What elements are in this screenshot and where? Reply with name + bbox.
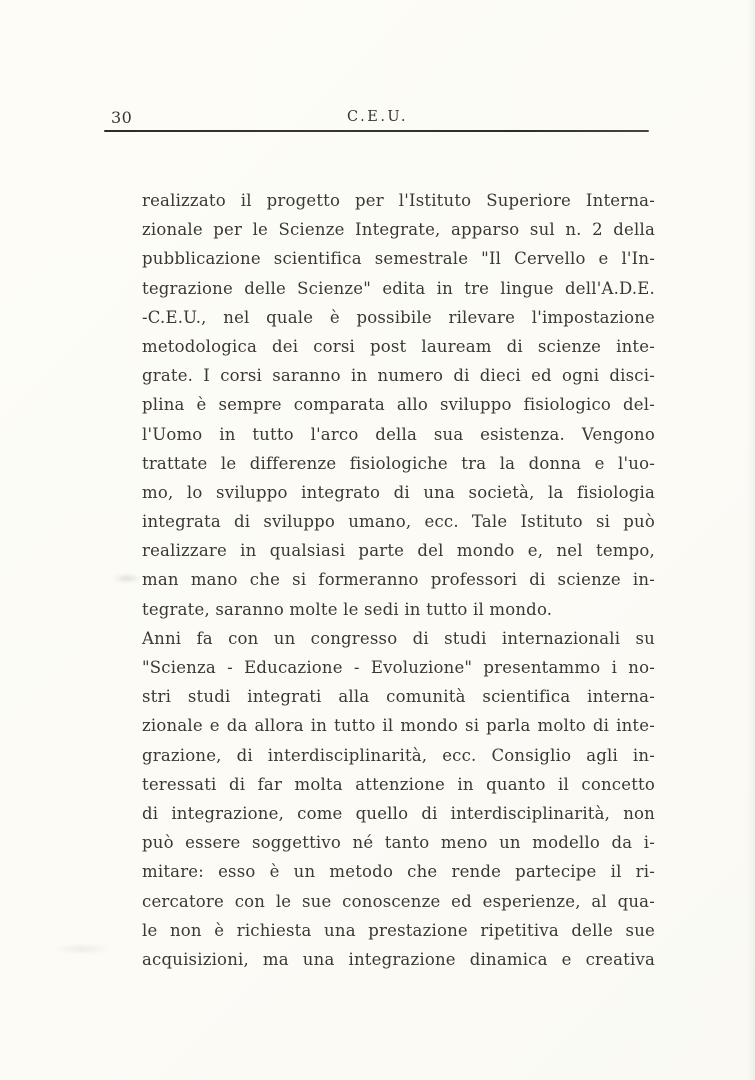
- text-line: zionale per le Scienze Integrate, apparso sul n. 2 della: [142, 220, 655, 240]
- text-line: può essere soggettivo né tanto meno un modello da i-: [142, 833, 655, 853]
- text-line: teressati di far molta attenzione in quanto il concetto: [142, 774, 655, 794]
- text-line: di integrazione, come quello di interdisciplinarità, non: [142, 803, 655, 823]
- text-line: l'Uomo in tutto l'arco della sua esistenza. Vengono: [142, 424, 655, 444]
- header-rule: [104, 130, 649, 132]
- text-line: metodologica dei corsi post lauream di scienze inte-: [142, 336, 655, 356]
- text-line: zionale e da allora in tutto il mondo si parla molto di inte-: [142, 716, 655, 736]
- text-line: acquisizioni, ma una integrazione dinamica e creativa: [142, 949, 655, 969]
- header-title: C.E.U.: [347, 109, 408, 125]
- text-line: -C.E.U., nel quale è possibile rilevare l'impostazione: [142, 307, 655, 327]
- text-line-paragraph-end: tegrate, saranno molte le sedi in tutto il mondo.: [142, 599, 553, 619]
- text-line: man mano che si formeranno professori di scienze in-: [142, 570, 655, 590]
- scan-edge-shadow: [747, 0, 755, 1080]
- text-line: grate. I corsi saranno in numero di dieci ed ogni disci-: [142, 366, 655, 386]
- scan-smudge: [112, 574, 142, 583]
- text-line: realizzato il progetto per l'Istituto Superiore Interna-: [142, 191, 655, 210]
- text-line: integrata di sviluppo umano, ecc. Tale Istituto si può: [142, 512, 655, 532]
- text-line: cercatore con le sue conoscenze ed esperienze, al qua-: [142, 891, 655, 911]
- text-line: plina è sempre comparata allo sviluppo fisiologico del-: [142, 395, 655, 415]
- text-line: tegrazione delle Scienze" edita in tre lingue dell'A.D.E.: [142, 278, 655, 298]
- text-line: Anni fa con un congresso di studi internazionali su: [142, 628, 655, 648]
- scan-smudge: [52, 944, 112, 954]
- text-line: mitare: esso è un metodo che rende partecipe il ri-: [142, 862, 655, 882]
- page-number: 30: [111, 108, 133, 127]
- text-line: stri studi integrati alla comunità scientifica interna-: [142, 687, 655, 707]
- text-line: le non è richiesta una prestazione ripetitiva delle sue: [142, 920, 655, 940]
- body-text: [142, 186, 655, 974]
- text-line: mo, lo sviluppo integrato di una società, la fisiologia: [142, 482, 655, 502]
- text-line: trattate le differenze fisiologiche tra la donna e l'uo-: [142, 453, 655, 473]
- text-line: pubblicazione scientifica semestrale "Il Cervello e l'In-: [142, 249, 655, 269]
- text-line: realizzare in qualsiasi parte del mondo e, nel tempo,: [142, 541, 655, 561]
- text-line: "Scienza - Educazione - Evoluzione" presentammo i no-: [142, 658, 655, 677]
- text-line: grazione, di interdisciplinarità, ecc. Consiglio agli in-: [142, 745, 655, 765]
